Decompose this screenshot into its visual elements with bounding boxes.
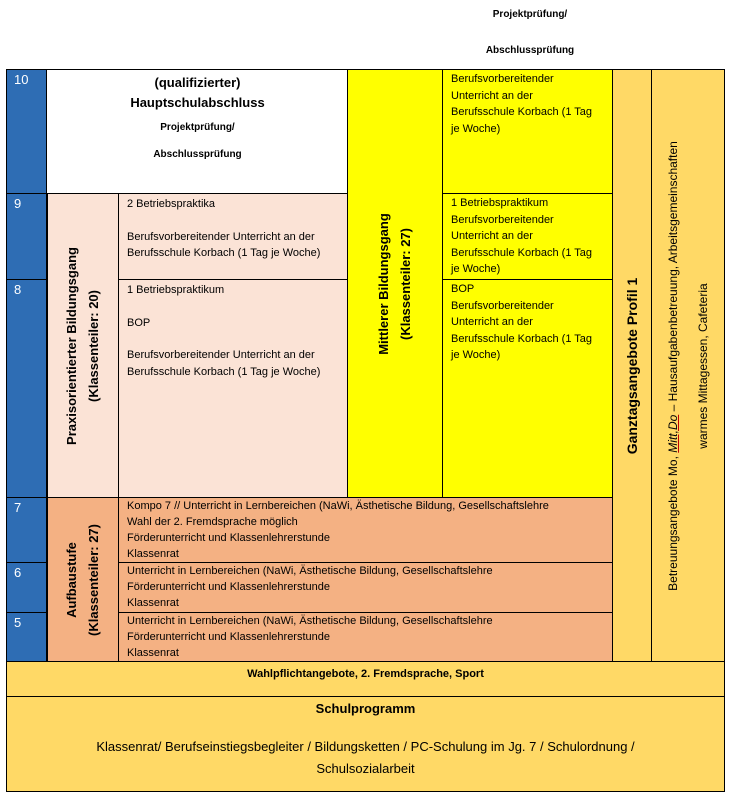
aufbau-label-line1: Aufbaustufe [64, 541, 79, 618]
schulprogramm-box [6, 696, 725, 792]
aufbau-g6-line1: Unterricht in Lernbereichen (NaWi, Ästhetische Bildung, Gesellschaftslehre [127, 565, 493, 577]
top-note-line1: Projektprüfung/ [492, 9, 568, 20]
mittlerer-g10-line3: Berufsschule Korbach (1 Tag [451, 106, 593, 118]
schulprogramm-line2: Schulsozialarbeit [316, 761, 415, 776]
wahlpflicht-bar [6, 661, 725, 697]
schulprogramm-title: Schulprogramm [315, 701, 416, 716]
mittlerer-label-line1: Mittlerer Bildungsgang [376, 212, 391, 355]
mittlerer-g10-line2: Unterricht an der [451, 89, 533, 102]
hauptschule-title2: Hauptschulabschluss [130, 95, 265, 110]
betreuung-line1-c: – Hausaufgabenbetreuung, Arbeitsgemeinschaften [666, 140, 680, 415]
aufbau-g5-line1: Unterricht in Lernbereichen (NaWi, Ästhetische Bildung, Gesellschaftslehre [127, 615, 493, 627]
ganztag-label: Ganztagsangebote Profil 1 [624, 277, 640, 454]
mittlerer-g8-line5: je Woche) [451, 349, 501, 361]
mittlerer-label-cell [347, 69, 443, 498]
praxis-label-line1: Praxisorientierter Bildungsgang [64, 246, 79, 445]
aufbau-label-cell [47, 497, 119, 662]
mittlerer-g8-line2: Berufsvorbereitender [451, 299, 554, 312]
grade-8: 8 [14, 282, 22, 297]
betreuung-line2: warmes Mittagessen, Cafeteria [696, 282, 710, 449]
praxis-grade8-cell [118, 279, 349, 498]
mittlerer-g9-line4: Berufsschule Korbach (1 Tag [451, 246, 593, 259]
aufbau-g7-line3: Förderunterricht und Klassenlehrerstunde [127, 532, 331, 544]
mittlerer-g9-line1: 1 Betriebspraktikum [451, 197, 549, 209]
mittlerer-g9-line2: Berufsvorbereitender [451, 213, 554, 226]
betreuung-line1-b: Mitt,Do [666, 414, 680, 453]
mittlerer-g10-line1: Berufsvorbereitender [451, 73, 554, 85]
grade-9: 9 [14, 196, 22, 211]
aufbau-g5-line3: Klassenrat [127, 647, 179, 659]
top-note [440, 6, 620, 60]
schulprogramm-line1: Klassenrat/ Berufseinstiegsbegleiter / Bildungsketten / PC-Schulung im Jg. 7 / Schulordnung / [96, 739, 635, 754]
aufbau-label [61, 524, 105, 636]
grade-divider-8 [6, 279, 47, 280]
aufbau-g7-line2: Wahl der 2. Fremdsprache möglich [127, 516, 298, 528]
praxis-g8-line3: Berufsvorbereitender Unterricht an der [127, 349, 315, 361]
hauptschule-sub1: Projektprüfung/ [160, 122, 235, 133]
top-note-line2: Abschlussprüfung [485, 45, 575, 56]
praxis-label [61, 247, 105, 445]
grade-5: 5 [14, 615, 22, 630]
hauptschule-sub2: Abschlussprüfung [153, 149, 242, 160]
aufbau-label-line2: (Klassenteiler: 27) [86, 523, 101, 636]
mittlerer-grade9-cell [442, 193, 613, 280]
mittlerer-g9-line5: je Woche) [451, 263, 501, 275]
praxis-g8-line2: BOP [127, 316, 151, 329]
ganztag-cell [612, 69, 652, 662]
betreuung-line1 [658, 141, 688, 591]
praxis-g9-line3: Berufsschule Korbach (1 Tag je Woche) [127, 247, 321, 259]
aufbau-g7-line1: Kompo 7 // Unterricht in Lernbereichen (NaWi, Ästhetische Bildung, Gesellschaftslehre [127, 500, 549, 512]
praxis-label-line2: (Klassenteiler: 20) [86, 289, 101, 402]
aufbau-g6-line3: Klassenrat [127, 597, 179, 609]
praxis-g8-line4: Berufsschule Korbach (1 Tag je Woche) [127, 365, 321, 378]
mittlerer-label [373, 213, 417, 355]
aufbau-grade5-cell [118, 612, 613, 662]
praxis-grade9-cell [118, 193, 349, 280]
aufbau-g5-line2: Förderunterricht und Klassenlehrerstunde [127, 631, 331, 643]
mittlerer-grade10-cell [442, 69, 613, 194]
aufbau-grade6-cell [118, 562, 613, 613]
grade-10: 10 [14, 72, 29, 87]
mittlerer-g8-line4: Berufsschule Korbach (1 Tag [451, 332, 593, 345]
aufbau-grade7-cell [118, 497, 613, 563]
mittlerer-g9-line3: Unterricht an der [451, 230, 533, 242]
hauptschule-block [47, 69, 348, 194]
praxis-g9-line2: Berufsvorbereitender Unterricht an der [127, 230, 315, 243]
betreuung-cell [651, 69, 725, 662]
mittlerer-label-line2: (Klassenteiler: 27) [398, 227, 413, 340]
mittlerer-g10-line4: je Woche) [451, 122, 501, 135]
betreuung-line1-a: Betreuungsangebote Mo, [666, 452, 680, 591]
praxis-g8-line1: 1 Betriebspraktikum [127, 284, 225, 296]
praxis-label-cell [47, 193, 119, 498]
aufbau-g6-line2: Förderunterricht und Klassenlehrerstunde [127, 581, 331, 593]
mittlerer-g8-line1: BOP [451, 283, 475, 295]
aufbau-g7-line4: Klassenrat [127, 548, 179, 560]
grade-6: 6 [14, 565, 22, 580]
mittlerer-grade8-cell [442, 279, 613, 498]
grade-divider-5 [6, 612, 47, 613]
grade-divider-9 [6, 193, 47, 194]
grade-7: 7 [14, 500, 22, 515]
wahlpflicht-text: Wahlpflichtangebote, 2. Fremdsprache, Sport [247, 668, 484, 680]
grade-divider-6 [6, 562, 47, 563]
betreuung-text [658, 141, 718, 591]
praxis-g9-line1: 2 Betriebspraktika [127, 198, 216, 210]
mittlerer-g8-line3: Unterricht an der [451, 316, 533, 328]
hauptschule-title1: (qualifizierter) [154, 75, 241, 90]
grade-divider-7 [6, 497, 47, 498]
